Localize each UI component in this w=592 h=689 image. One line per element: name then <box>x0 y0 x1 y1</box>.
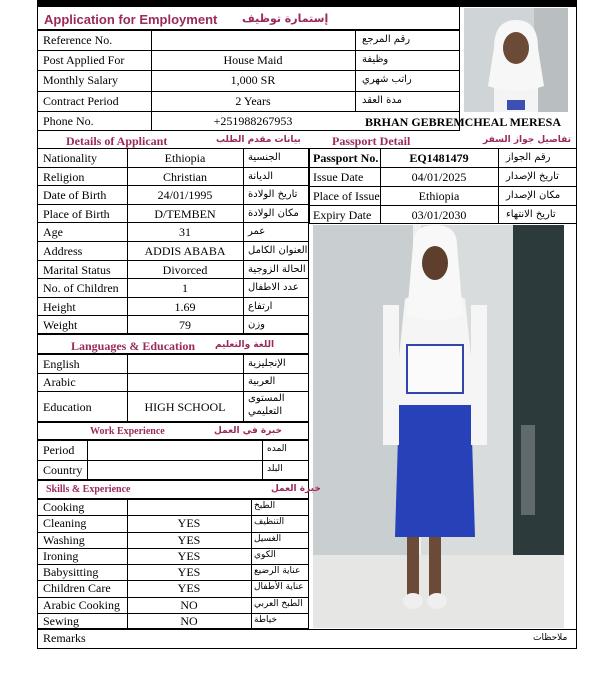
row-divider <box>37 278 309 279</box>
row-divider <box>37 167 309 168</box>
passport-heading-arabic: تفاصيل جواز السفر <box>483 135 572 145</box>
full-body-illustration <box>313 225 564 628</box>
detail-label: Nationality <box>43 151 97 165</box>
detail-value: 24/01/1995 <box>157 188 213 203</box>
row-divider <box>37 222 309 223</box>
portrait-illustration <box>464 8 568 112</box>
passport-arabic-label: تاريخ الإصدار <box>506 171 559 182</box>
skill-label: Cooking <box>43 500 85 514</box>
skills-heading-arabic: خبرة العمل <box>271 484 321 494</box>
skills-heading-english: Skills & Experience <box>46 484 131 495</box>
skill-label: Washing <box>43 532 85 547</box>
top-row-label: Phone No. <box>43 114 94 128</box>
top-row-arabic-label: رقم المرجع <box>362 34 411 45</box>
language-value: HIGH SCHOOL <box>144 400 226 414</box>
language-arabic-label: العربية <box>248 376 276 387</box>
language-label: Arabic <box>43 375 76 389</box>
skill-label: Ironing <box>43 548 79 563</box>
passport-label: Passport No. <box>313 151 379 165</box>
detail-value: Christian <box>163 169 207 184</box>
passport-label: Place of Issue <box>313 189 380 203</box>
detail-value: 79 <box>179 318 191 333</box>
detail-arabic-label: تاريخ الولادة <box>248 189 298 201</box>
detail-label: Place of Birth <box>43 206 110 221</box>
detail-value: D/TEMBEN <box>154 206 216 221</box>
detail-arabic-label: عدد الاطفال <box>248 282 299 294</box>
skill-value: YES <box>177 548 201 563</box>
skill-value: NO <box>180 613 198 628</box>
skill-arabic-label: عناية الرضيع <box>254 566 301 576</box>
language-label: English <box>43 357 80 371</box>
passport-arabic-label: مكان الإصدار <box>506 190 561 201</box>
skill-label: Children Care <box>43 581 111 596</box>
detail-arabic-label: الجنسية <box>248 152 281 163</box>
top-row-value: +251988267953 <box>213 114 293 128</box>
row-divider <box>37 185 309 186</box>
skill-value: YES <box>177 532 201 547</box>
skill-label: Babysitting <box>43 565 99 579</box>
top-row-label: Monthly Salary <box>43 73 118 87</box>
detail-arabic-label: عمر <box>248 226 266 238</box>
language-arabic-label: المستوى <box>248 393 285 404</box>
passport-label: Issue Date <box>313 170 364 184</box>
remarks-row <box>37 629 577 649</box>
top-row-arabic-label: مدة العقد <box>362 95 402 106</box>
skill-arabic-label: التنظيف <box>254 517 285 528</box>
skill-value: YES <box>177 581 201 596</box>
top-row-arabic-label: وظيفة <box>362 54 389 65</box>
detail-label: Date of Birth <box>43 188 107 203</box>
skill-arabic-label: خياطة <box>254 614 278 625</box>
detail-arabic-label: ارتفاع <box>248 300 273 312</box>
applicant-full-body-photo <box>313 225 564 628</box>
top-row-value: 2 Years <box>235 94 271 108</box>
title-arabic: إستمارة توظيف <box>242 12 329 25</box>
remarks-label-arabic: ملاحظات <box>533 633 568 643</box>
details-heading-arabic: بيانات مقدم الطلب <box>216 135 301 145</box>
detail-label: Height <box>43 299 76 314</box>
languages-heading-english: Languages & Education <box>71 339 196 353</box>
skill-arabic-label: الغسيل <box>254 533 282 544</box>
detail-label: Weight <box>43 318 78 333</box>
detail-label: Address <box>43 244 83 258</box>
row-divider <box>37 297 309 298</box>
top-row-arabic-label: راتب شهري <box>362 74 412 85</box>
skill-value: YES <box>177 565 201 579</box>
remarks-label: Remarks <box>43 631 86 645</box>
detail-value: ADDIS ABABA <box>144 244 226 258</box>
top-row-value: 1,000 SR <box>230 73 276 87</box>
details-heading-english: Details of Applicant <box>66 134 168 148</box>
detail-label: Marital Status <box>43 262 111 277</box>
work-heading-english: Work Experience <box>90 426 165 437</box>
top-row-label: Contract Period <box>43 94 119 108</box>
row-divider <box>37 204 309 205</box>
detail-label: Religion <box>43 169 85 184</box>
detail-value: Divorced <box>162 262 208 277</box>
applicant-name: BRHAN GEBREMCHEAL MERESA <box>365 115 562 129</box>
skill-value: NO <box>180 597 198 612</box>
row-divider <box>37 315 309 316</box>
passport-label: Expiry Date <box>313 208 372 222</box>
skill-arabic-label: عناية الأطفال <box>254 582 304 593</box>
detail-arabic-label: الحالة الزوجية <box>248 263 306 275</box>
passport-value: 03/01/2030 <box>411 208 467 222</box>
work-arabic-label: البلد <box>267 464 283 474</box>
detail-value: 1.69 <box>174 299 196 314</box>
work-arabic-label: المده <box>267 444 287 454</box>
languages-heading-arabic: اللغة والتعليم <box>215 340 275 350</box>
language-arabic-label: التعليمي <box>248 406 283 417</box>
detail-value: Ethiopia <box>164 151 206 165</box>
passport-value: 04/01/2025 <box>411 170 467 184</box>
passport-heading-english: Passport Detail <box>332 134 411 148</box>
detail-arabic-label: الديانة <box>248 170 274 182</box>
skill-arabic-label: الطبخ <box>254 501 276 511</box>
top-row-value: House Maid <box>223 53 283 67</box>
passport-value: Ethiopia <box>418 189 460 203</box>
detail-arabic-label: العنوان الكامل <box>248 245 308 256</box>
skill-label: Arabic Cooking <box>43 597 120 612</box>
skill-arabic-label: الطبخ العربي <box>254 598 303 609</box>
row-divider <box>37 260 309 261</box>
work-heading-arabic: خبرة في العمل <box>214 426 282 436</box>
detail-arabic-label: وزن <box>248 319 266 331</box>
work-label: Period <box>43 443 75 457</box>
skill-value: YES <box>177 516 201 531</box>
detail-value: 31 <box>179 225 191 240</box>
language-label: Education <box>43 400 92 414</box>
detail-value: 1 <box>182 281 188 296</box>
skill-arabic-label: الكوي <box>254 549 276 560</box>
detail-arabic-label: مكان الولادة <box>248 207 299 219</box>
detail-label: Age <box>43 225 63 240</box>
passport-value: EQ1481479 <box>409 151 469 165</box>
passport-arabic-label: تاريخ الانتهاء <box>506 209 556 220</box>
skill-label: Sewing <box>43 613 79 628</box>
title-english: Application for Employment <box>44 12 218 27</box>
language-arabic-label: الإنجليزية <box>248 358 286 369</box>
detail-label: No. of Children <box>43 281 119 296</box>
work-label: Country <box>43 463 83 477</box>
skill-label: Cleaning <box>43 516 87 531</box>
top-row-label: Post Applied For <box>43 53 125 67</box>
applicant-portrait-photo <box>464 8 568 112</box>
row-divider <box>37 241 309 242</box>
top-row-label: Reference No. <box>43 33 113 47</box>
passport-arabic-label: رقم الجواز <box>506 152 551 163</box>
